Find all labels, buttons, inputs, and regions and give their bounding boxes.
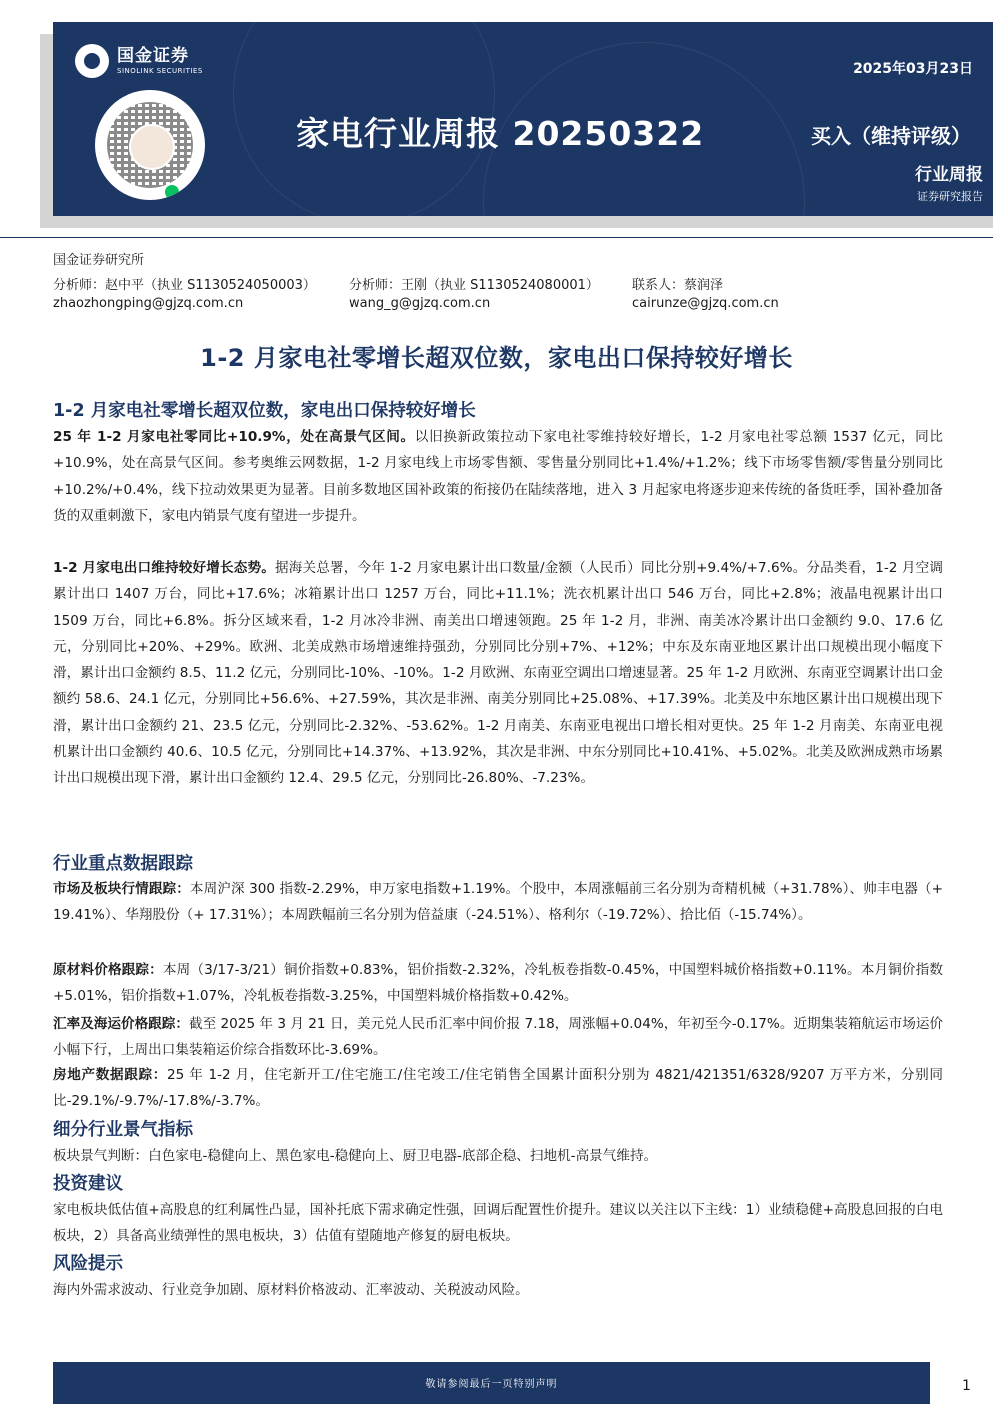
report-date: 2025年03月23日 xyxy=(853,61,973,77)
report-subtype: 证券研究报告 xyxy=(917,190,983,203)
paragraph-retail xyxy=(53,424,943,529)
logo-en-text: SINOLINK SECURITIES xyxy=(117,67,203,75)
rating-label: 买入（维持评级） xyxy=(811,124,971,148)
divider xyxy=(0,237,993,238)
paragraph-materials xyxy=(53,957,943,1010)
paragraph-lead: 1-2 月家电出口维持较好增长态势。 xyxy=(53,560,276,576)
qr-code-icon[interactable] xyxy=(95,90,205,200)
email-link-1[interactable]: zhaozhongping@gjzq.com.cn xyxy=(53,296,244,311)
page-number: 1 xyxy=(962,1378,971,1394)
section-title-investment: 投资建议 xyxy=(53,1174,123,1194)
section-title-risk: 风险提示 xyxy=(53,1254,123,1274)
sinolink-logo-icon xyxy=(75,44,109,78)
paragraph-lead: 房地产数据跟踪： xyxy=(53,1067,167,1083)
paragraph-body: 据海关总署，今年 1-2 月家电累计出口数量/金额（人民币）同比分别+9.4%/+7.6%。分品类看，1-2 月空调累计出口 1407 万台，同比+17.6%；冰箱累计出口 1257 万台，同比+11.1%；洗衣机累计出口 546 万台，同比+2.8%；液晶电视累计出口 1509 万台，同比+6.8%。拆分区域来看，1-2 月冰冷非洲、南美出口增速领跑。25 年 1-2 月，非洲、南美冰冷累计出口金额约 9.0、17.6 亿元，分别同比+20%、+29%。欧洲、北美成熟市场增速维持强劲，分别同比分别+7%、+12%；中东及东南亚地区累计出口规模出现小幅度下滑，累计出口金额约 8.5、11.2 亿元，分别同比-10%、-10%。1-2 月欧洲、东南亚空调出口增速显著。25 年 1-2 月欧洲、东南亚空调累计出口金额约 58.6、24.1 亿元，分别同比+56.6%、+27.59%，其次是非洲、南美分别同比+25.08%、+17.39%。北美及中东地区累计出口规模出现下滑，累计出口金额约 21、23.5 亿元，分别同比-2.32%、-53.62%。1-2 月南美、东南亚电视出口增长相对更快。25 年 1-2 月南美、东南亚电视机累计出口金额约 40.6、10.5 亿元，分别同比+14.37%、+13.92%，其次是非洲、中东分别同比+10.41%、+5.02%。北美及欧洲成熟市场累计出口规模出现下滑，累计出口金额约 12.4、29.5 亿元，分别同比-26.80%、-7.23%。 xyxy=(53,560,943,787)
contact-person: 联系人：蔡润泽 xyxy=(632,278,724,293)
report-banner xyxy=(53,22,993,216)
paragraph-risk: 海内外需求波动、行业竞争加剧、原材料价格波动、汇率波动、关税波动风险。 xyxy=(53,1282,529,1298)
report-title: 家电行业周报 20250322 xyxy=(296,114,705,153)
paragraph-lead: 原材料价格跟踪： xyxy=(53,962,163,978)
paragraph-body: 以旧换新政策拉动下家电社零维持较好增长，1-2 月家电社零总额 1537 亿元，同比+10.9%，处在高景气区间。参考奥维云网数据，1-2 月家电线上市场零售额、零售量分别同比+1.4%/+1.2%；线下市场零售额/零售量分别同比+10.2%/+0.4%，线下拉动效果更为显著。目前多数地区国补政策的衔接仍在陆续落地，进入 3 月起家电将逐步迎来传统的备货旺季，国补叠加备货的双重刺激下，家电内销景气度有望进一步提升。 xyxy=(53,429,943,524)
paragraph-body: 本周（3/17-3/21）铜价指数+0.83%，铝价指数-2.32%，冷轧板卷指数-0.45%，中国塑料城价格指数+0.11%。本月铜价指数+5.01%，铝价指数+1.07%，冷轧板卷指数-3.25%，中国塑料城价格指数+0.42%。 xyxy=(53,962,943,1005)
paragraph-lead: 市场及板块行情跟踪： xyxy=(53,881,190,897)
paragraph-lead: 汇率及海运价格跟踪： xyxy=(53,1016,189,1032)
section-title-sentiment: 细分行业景气指标 xyxy=(53,1120,193,1140)
paragraph-sentiment: 板块景气判断：白色家电-稳健向上、黑色家电-稳健向上、厨卫电器-底部企稳、扫地机-高景气维持。 xyxy=(53,1148,658,1164)
qr-center-logo-icon xyxy=(129,124,175,170)
paragraph-real-estate xyxy=(53,1062,943,1115)
paragraph-body: 截至 2025 年 3 月 21 日，美元兑人民币汇率中间价报 7.18，周涨幅+0.04%，年初至今-0.17%。近期集装箱航运市场运价小幅下行，上周出口集装箱运价综合指数环比-3.69%。 xyxy=(53,1016,944,1059)
paragraph-market xyxy=(53,876,943,929)
section-title-retail-export: 1-2 月家电社零增长超双位数，家电出口保持较好增长 xyxy=(53,401,476,421)
analyst-2: 分析师：王刚（执业 S1130524080001） xyxy=(349,278,599,293)
institute-name: 国金证券研究所 xyxy=(53,253,145,268)
paragraph-body: 本周沪深 300 指数-2.29%，申万家电指数+1.19%。个股中，本周涨幅前三名分别为奇精机械（+31.78%）、帅丰电器（+ 19.41%）、华翔股份（+ 17.31%）；本周跌幅前三名分别为倍益康（-24.51%）、格利尔（-19.72%）、拾比佰（-15.74%）。 xyxy=(53,881,944,924)
footer-notice: 敬请参阅最后一页特别声明 xyxy=(425,1379,558,1390)
paragraph-export xyxy=(53,555,943,792)
section-title-data-tracking: 行业重点数据跟踪 xyxy=(53,854,193,874)
main-headline: 1-2 月家电社零增长超双位数，家电出口保持较好增长 xyxy=(200,344,793,372)
analyst-1: 分析师：赵中平（执业 S1130524050003） xyxy=(53,278,316,293)
paragraph-body: 25 年 1-2 月，住宅新开工/住宅施工/住宅竣工/住宅销售全国累计面积分别为 4821/421351/6328/9207 万平方米，分别同比-29.1%/-9.7%/-17.8%/-3.7%。 xyxy=(53,1067,943,1110)
paragraph-fx-shipping xyxy=(53,1011,943,1064)
logo-cn-text: 国金证券 xyxy=(117,46,189,66)
paragraph-lead: 25 年 1-2 月家电社零同比+10.9%，处在高景气区间。 xyxy=(53,429,415,445)
email-link-2[interactable]: wang_g@gjzq.com.cn xyxy=(349,296,491,311)
brand-logo xyxy=(75,44,203,78)
paragraph-investment: 家电板块低估值+高股息的红利属性凸显，国补托底下需求确定性强，回调后配置性价提升。建议以关注以下主线：1）业绩稳健+高股息回报的白电板块，2）具备高业绩弹性的黑电板块，3）估值有望随地产修复的厨电板块。 xyxy=(53,1202,943,1245)
wechat-miniprogram-icon xyxy=(165,185,179,199)
report-type: 行业周报 xyxy=(915,165,983,185)
email-link-3[interactable]: cairunze@gjzq.com.cn xyxy=(632,296,779,311)
